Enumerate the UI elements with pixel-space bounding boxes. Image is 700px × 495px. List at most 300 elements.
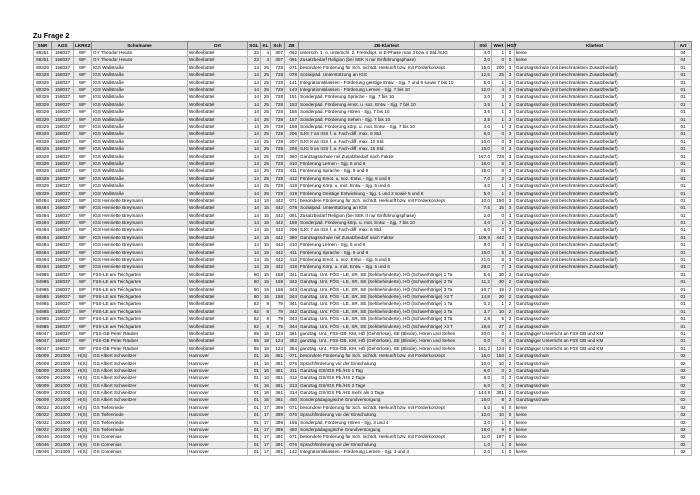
table-cell: 3 [506, 242, 515, 249]
table-cell: 071 [285, 404, 299, 411]
table-cell: 01 [675, 86, 692, 93]
table-cell: Ganztagsschule [515, 316, 675, 323]
table-cell: IGS Henriette Breymann [92, 234, 188, 241]
table-cell: 8 [261, 308, 271, 315]
table-cell: 14 [248, 72, 261, 79]
table-cell: 3 [506, 94, 515, 101]
table-row [34, 175, 692, 182]
table-cell: 01 [675, 271, 692, 278]
table-cell: 14 [248, 86, 261, 93]
table-row [34, 212, 692, 219]
table-cell: Sonderpäd. Förderung emot. u. soz. Entw. - Sjg. 7 bis 10 [299, 101, 475, 108]
table-cell: 8 [492, 397, 506, 404]
table-cell: WF [74, 190, 92, 197]
table-cell: 442 [492, 234, 506, 241]
table-cell: Ganztag. Unt. FÖS - LE, SR, SE (Sehbehinderte), HÖ (Schwerhörige) 2 Ta [299, 279, 475, 286]
table-row [34, 301, 692, 308]
table-cell: H(S) [74, 449, 92, 456]
table-cell: 01 [675, 316, 692, 323]
table-cell: 14 [248, 256, 261, 263]
table-cell: 728 [271, 116, 285, 123]
table-cell: 16 [261, 375, 271, 382]
table-cell: Wolfenbüttel [188, 101, 248, 108]
table-cell: 18,0 [475, 426, 492, 433]
table-cell: 2 [506, 382, 515, 389]
table-cell: 0,0 [475, 338, 492, 345]
table-cell: 80329 [34, 94, 52, 101]
table-cell: 79 [271, 316, 285, 323]
table-cell: WF [74, 286, 92, 293]
table-cell: 124 [271, 338, 285, 345]
table-cell: 01 [675, 101, 692, 108]
table-cell: Förderung Sprache - Sjg. 5 und 6 [299, 168, 475, 175]
table-cell: 01 [675, 330, 692, 337]
table-cell: Förderung Emot. u. soz. Entw. - Sjg. 5 und 6 [299, 175, 475, 182]
table-row [34, 293, 692, 300]
table-cell: Sonderpäd. Förderung körp. u. mot. Entw. - Sjg. 7 bis 10 [299, 219, 475, 226]
table-cell: 79 [271, 323, 285, 330]
table-cell: Ganztag. Unt. FÖS - LE, SR, SE (Sehbehinderte), HÖ (Schwerhörige) 1 Ta [299, 301, 475, 308]
table-cell: 412 [285, 256, 299, 263]
table-cell: 1 [492, 301, 506, 308]
table-cell: 25 [261, 72, 271, 79]
table-cell: 6,0 [475, 367, 492, 374]
table-cell: 1 [492, 219, 506, 226]
table-cell: 071 [285, 353, 299, 360]
table-cell: 01 [675, 116, 692, 123]
table-cell: 201000 [52, 434, 74, 441]
table-cell: 158037 [52, 301, 74, 308]
table-cell: 3 [492, 94, 506, 101]
column-header: Std [475, 42, 492, 50]
table-cell: 201000 [52, 449, 74, 456]
table-cell: 3 [506, 234, 515, 241]
table-cell: 399 [271, 426, 285, 433]
table-cell: 6 [492, 256, 506, 263]
table-cell: 728 [271, 64, 285, 71]
table-cell: 05009 [34, 367, 52, 374]
table-row [34, 219, 692, 226]
table-cell: Ganztag GS/IGS Pb./HS 3 Tage [299, 382, 475, 389]
table-cell: 313 [285, 382, 299, 389]
table-cell: 728 [271, 168, 285, 175]
table-cell: 15 [261, 242, 271, 249]
table-cell: Ganztagsschule [515, 323, 675, 330]
table-cell: Ganztagsschule (mit beschränktem Zusatzbedarf) [515, 219, 675, 226]
table-cell: 15 [261, 227, 271, 234]
table-cell: 158037 [52, 50, 74, 57]
table-cell: 01 [248, 382, 261, 389]
table-cell: H(S) [74, 353, 92, 360]
table-cell: 158037 [52, 205, 74, 212]
table-cell: 201000 [52, 382, 74, 389]
table-cell: WF [74, 50, 92, 57]
table-cell: Wolfenbüttel [188, 72, 248, 79]
table-cell: 728 [271, 131, 285, 138]
table-cell: Förderung Geistige Entwicklung - Sjg. 1 und 2 sowie 5 und 6 [299, 190, 475, 197]
table-cell: 380 [285, 234, 299, 241]
table-cell: Ganztag. Unt. FÖS - LE, SR, SE (Sehbehinderte), HÖ (Schwerhörige) 3 Ta [299, 286, 475, 293]
table-cell: IGS Wallstraße [92, 160, 188, 167]
table-cell: ganztäg. Unt., FöS-GB, KM, HÖ (Gehörlose), SE (Blinde), Hören und Sehen [299, 345, 475, 352]
table-cell: 25 [261, 183, 271, 190]
table-cell: WF [74, 293, 92, 300]
table-row [34, 168, 692, 175]
table-cell: 25 [261, 146, 271, 153]
table-cell: IGS Henriette Breymann [92, 197, 188, 204]
table-cell: 02 [675, 426, 692, 433]
table-cell: 04 [675, 57, 692, 64]
table-cell: 158037 [52, 138, 74, 145]
table-cell: 1 [492, 50, 506, 57]
table-cell: 01 [675, 64, 692, 71]
table-cell: 80494 [34, 212, 52, 219]
table-cell: 01 [675, 175, 692, 182]
table-row [34, 227, 692, 234]
table-cell: IGS Wallstraße [92, 72, 188, 79]
table-cell: keine [515, 441, 675, 448]
table-cell: 80329 [34, 72, 52, 79]
table-cell: 3 [506, 264, 515, 271]
table-row [34, 286, 692, 293]
table-cell: 80329 [34, 138, 52, 145]
table-cell: 6,0 [475, 375, 492, 382]
table-cell: 2 [506, 353, 515, 360]
table-cell: Ganztagsschule (mit beschränktem Zusatzbedarf) [515, 146, 675, 153]
table-cell: H(S) [74, 412, 92, 419]
table-cell: Ganztag. Unt. FÖS - LE, SR, SE (Sehbehinderte), HÖ (Schwerhörige) 1 Ta [299, 271, 475, 278]
table-cell: 01 [248, 441, 261, 448]
table-cell: Wolfenbüttel [188, 256, 248, 263]
table-cell: 158037 [52, 146, 74, 153]
table-cell: Wolfenbüttel [188, 219, 248, 226]
table-cell: Wolfenbüttel [188, 264, 248, 271]
table-cell: 2 [506, 367, 515, 374]
table-cell: 0 [492, 146, 506, 153]
table-row [34, 345, 692, 352]
table-cell: 05009 [34, 375, 52, 382]
table-cell: 05009 [34, 389, 52, 396]
table-cell: WF [74, 227, 92, 234]
table-cell: H(S) [74, 360, 92, 367]
table-cell: 14 [248, 138, 261, 145]
table-cell: FöS-LE am Teichgarten [92, 308, 188, 315]
table-cell: Sprachförderung vor der Einschulung [299, 360, 475, 367]
table-cell: 80329 [34, 190, 52, 197]
table-row [34, 375, 692, 382]
table-cell: 158037 [52, 234, 74, 241]
table-cell: Ganztagsschule (mit beschränktem Zusatzbedarf) [515, 153, 675, 160]
table-cell: 3 [506, 168, 515, 175]
table-cell: 3 [506, 175, 515, 182]
table-cell: 158037 [52, 197, 74, 204]
table-cell: 442 [271, 212, 285, 219]
table-cell: WF [74, 219, 92, 226]
table-cell: 0 [506, 449, 515, 456]
table-cell: Wolfenbüttel [188, 160, 248, 167]
table-cell: 01 [248, 360, 261, 367]
table-cell: Ganztagsschule mit Zusatzbedarf nach Faktor [299, 153, 475, 160]
table-cell: 167,0 [475, 153, 492, 160]
table-cell: 16 [261, 367, 271, 374]
table-cell: 5,6 [475, 271, 492, 278]
table-cell: 01 [248, 353, 261, 360]
table-cell: 091 [285, 212, 299, 219]
table-cell: Ganztagsschule [515, 301, 675, 308]
table-cell: 10 [492, 412, 506, 419]
table-cell: 4 [492, 86, 506, 93]
table-cell: 3 [506, 227, 515, 234]
table-cell: 314 [285, 389, 299, 396]
table-cell: 02 [675, 449, 692, 456]
table-row [34, 101, 692, 108]
table-cell: keine [515, 404, 675, 411]
table-cell: IGS Wallstraße [92, 86, 188, 93]
table-cell: Ganztagsschule (mit beschränktem Zusatzbedarf) [515, 86, 675, 93]
table-cell: 078 [285, 72, 299, 79]
table-cell: 6,0 [475, 382, 492, 389]
table-cell: H(S) [74, 441, 92, 448]
table-cell: 16,0 [475, 397, 492, 404]
table-cell: 25 [492, 72, 506, 79]
table-cell: 17 [261, 412, 271, 419]
table-cell: 361 [271, 382, 285, 389]
table-cell: 362 [285, 338, 299, 345]
table-cell: 94985 [34, 301, 52, 308]
table-cell: 01 [675, 212, 692, 219]
table-cell: 14 [248, 212, 261, 219]
table-cell: 158037 [52, 116, 74, 123]
table-cell: besondere Förderung für Sch. nichtdt. Herkunft bzw. mit Förderkonzept [299, 434, 475, 441]
table-cell: Ganztagsschule (mit beschränktem Zusatzbedarf) [515, 234, 675, 241]
table-cell: 7,5 [475, 205, 492, 212]
table-cell: 80494 [34, 227, 52, 234]
table-cell: 01 [675, 256, 692, 263]
table-row [34, 412, 692, 419]
table-cell: 80329 [34, 79, 52, 86]
table-cell: 14 [248, 205, 261, 212]
table-cell: 01 [248, 397, 261, 404]
table-cell: 312 [285, 375, 299, 382]
table-cell: 80494 [34, 205, 52, 212]
table-cell: 4,0 [475, 123, 492, 130]
table-cell: 1 [492, 190, 506, 197]
table-cell: 410 [285, 160, 299, 167]
table-cell: 0 [492, 330, 506, 337]
table-row [34, 353, 692, 360]
table-cell: 68251 [34, 50, 52, 57]
table-cell: 343 [285, 286, 299, 293]
table-cell: WF [74, 264, 92, 271]
table-cell: WF [74, 301, 92, 308]
table-cell: 19 [492, 286, 506, 293]
table-cell: Ganztägiger Unterricht an FöS GB und KM [515, 338, 675, 345]
table-cell: 23 [248, 57, 261, 64]
table-cell: 10,0 [475, 197, 492, 204]
table-cell: Ganztagsschule [515, 279, 675, 286]
table-cell: IGS Wallstraße [92, 64, 188, 71]
table-row [34, 397, 692, 404]
table-cell: SJG 7 an IGS f. a. Fach-diff. max. 6 Std. [299, 131, 475, 138]
table-cell: 15 [261, 249, 271, 256]
table-cell: 14 [248, 168, 261, 175]
table-cell: Ganztagsschule [515, 397, 675, 404]
table-cell: 341 [285, 271, 299, 278]
table-cell: 01 [675, 72, 692, 79]
table-cell: WF [74, 86, 92, 93]
table-cell: 1 [492, 123, 506, 130]
table-cell: 0 [492, 367, 506, 374]
table-cell: keine [515, 419, 675, 426]
table-cell: 158037 [52, 72, 74, 79]
table-cell: 3,0 [475, 419, 492, 426]
table-cell: Integrationsklassen - Förderung geistige Entw. - Sjg. 7 und 8 sowie 7 bis 10 [299, 79, 475, 86]
table-cell: WF [74, 205, 92, 212]
table-cell: 062 [285, 50, 299, 57]
table-row [34, 249, 692, 256]
table-cell: FöS-LE am Teichgarten [92, 301, 188, 308]
table-cell: GS Albert Schweitzer [92, 375, 188, 382]
table-cell: 399 [271, 419, 285, 426]
table-cell: Wolfenbüttel [188, 301, 248, 308]
table-cell: H(S) [74, 397, 92, 404]
table-row [34, 323, 692, 330]
table-cell: 3 [506, 197, 515, 204]
table-cell: 158037 [52, 212, 74, 219]
table-cell: 399 [271, 412, 285, 419]
table-cell: 1 [492, 109, 506, 116]
table-cell: 65 [248, 330, 261, 337]
column-header: Wert [493, 43, 504, 48]
table-cell: Ganztagsschule (mit beschränktem Zusatzbedarf) [515, 131, 675, 138]
table-cell: 399 [271, 404, 285, 411]
table-cell: 391 [271, 434, 285, 441]
document-page [33, 31, 687, 456]
table-cell: Ganztagsschule (mit beschränktem Zusatzbedarf) [515, 109, 675, 116]
column-header: Art [675, 42, 692, 50]
table-cell: 95047 [34, 338, 52, 345]
table-cell: 0 [492, 57, 506, 64]
table-cell: 14 [248, 190, 261, 197]
table-cell: WF [74, 279, 92, 286]
table-cell: Ganztagsschule (mit beschränktem Zusatzbedarf) [515, 116, 675, 123]
table-cell: Wolfenbüttel [188, 308, 248, 315]
table-cell: SJG 7 an IGS f. a. Fach-diff. max. 6 Std. [299, 227, 475, 234]
table-cell: 158037 [52, 94, 74, 101]
table-cell: 28,0 [475, 264, 492, 271]
table-cell: Ganztag. Unt. FÖS - LE, SR, SE (Sehbehinderte), HÖ (Schwerhörige) >3 T [299, 293, 475, 300]
column-header: ZB-Klartext [299, 42, 475, 50]
table-cell: 076 [285, 360, 299, 367]
table-header-row [34, 42, 692, 50]
table-cell: 158037 [52, 338, 74, 345]
table-cell: 01 [248, 375, 261, 382]
table-cell: 344 [285, 323, 299, 330]
table-cell: GS Comenius [92, 449, 188, 456]
table-cell: WF [74, 234, 92, 241]
table-cell: keine [515, 412, 675, 419]
table-cell: 2 [506, 301, 515, 308]
table-cell: 2 [506, 271, 515, 278]
table-cell: 01 [248, 426, 261, 433]
table-cell: 14 [248, 116, 261, 123]
table-cell: 342 [285, 308, 299, 315]
table-cell: Hannover [188, 434, 248, 441]
table-row [34, 367, 692, 374]
table-cell: WF [74, 160, 92, 167]
table-row [34, 389, 692, 396]
table-cell: 728 [271, 183, 285, 190]
table-row [34, 316, 692, 323]
table-cell: 62 [248, 316, 261, 323]
table-cell: GS Tiefenriede [92, 426, 188, 433]
table-cell: 442 [271, 227, 285, 234]
table-cell: IGS Wallstraße [92, 190, 188, 197]
table-cell: 15,0 [475, 64, 492, 71]
column-header: KL [262, 43, 269, 48]
table-cell: 80329 [34, 146, 52, 153]
table-cell: Ganztagsschule (mit beschränktem Zusatzbedarf) [515, 264, 675, 271]
table-row [34, 205, 692, 212]
table-cell: 16 [261, 353, 271, 360]
table-cell: 14 [248, 160, 261, 167]
table-cell: 15 [261, 205, 271, 212]
table-cell: 3 [506, 212, 515, 219]
column-header: AGS [52, 42, 74, 50]
table-cell: GS Albert Schweitzer [92, 360, 188, 367]
table-row [34, 190, 692, 197]
table-cell: 158037 [52, 323, 74, 330]
table-cell: 728 [271, 160, 285, 167]
table-cell: WF [74, 175, 92, 182]
table-cell: 3 [506, 256, 515, 263]
table-cell: 442 [271, 256, 285, 263]
table-cell: 2,0 [475, 212, 492, 219]
table-cell: 206 [285, 227, 299, 234]
table-cell: 158037 [52, 86, 74, 93]
table-cell: Förderung Lernen - Sjg. 5 und 6 [299, 160, 475, 167]
table-cell: Wolfenbüttel [188, 79, 248, 86]
table-cell: 14 [248, 219, 261, 226]
table-cell: 307 [271, 57, 285, 64]
table-cell: 2,8 [475, 316, 492, 323]
table-cell: 1 [492, 183, 506, 190]
table-cell: 141 [285, 79, 299, 86]
table-cell: Sonderpäd. Förderung körp. u. mot. Entw. - Sjg. 7 bis 10 [299, 123, 475, 130]
table-cell: 19,8 [475, 323, 492, 330]
table-cell: 30 [492, 271, 506, 278]
table-cell: 15 [261, 197, 271, 204]
table-cell: WF [74, 79, 92, 86]
table-cell: 0 [506, 57, 515, 64]
table-cell: 01 [675, 286, 692, 293]
table-row [34, 360, 692, 367]
table-cell: 158037 [52, 330, 74, 337]
table-cell: Wolfenbüttel [188, 153, 248, 160]
table-cell: 3 [506, 86, 515, 93]
table-cell: 8 [261, 323, 271, 330]
table-cell: 728 [271, 101, 285, 108]
table-cell: FöS-GB Peter Räuber [92, 345, 188, 352]
table-cell: 364 [285, 345, 299, 352]
table-cell: Ganztägiger Unterricht an FöS GB und KM [515, 345, 675, 352]
table-cell: 94985 [34, 323, 52, 330]
table-cell: 2 [506, 316, 515, 323]
table-cell: 3 [506, 72, 515, 79]
table-cell: 15 [261, 271, 271, 278]
table-cell: 158037 [52, 219, 74, 226]
table-cell: 728 [271, 175, 285, 182]
